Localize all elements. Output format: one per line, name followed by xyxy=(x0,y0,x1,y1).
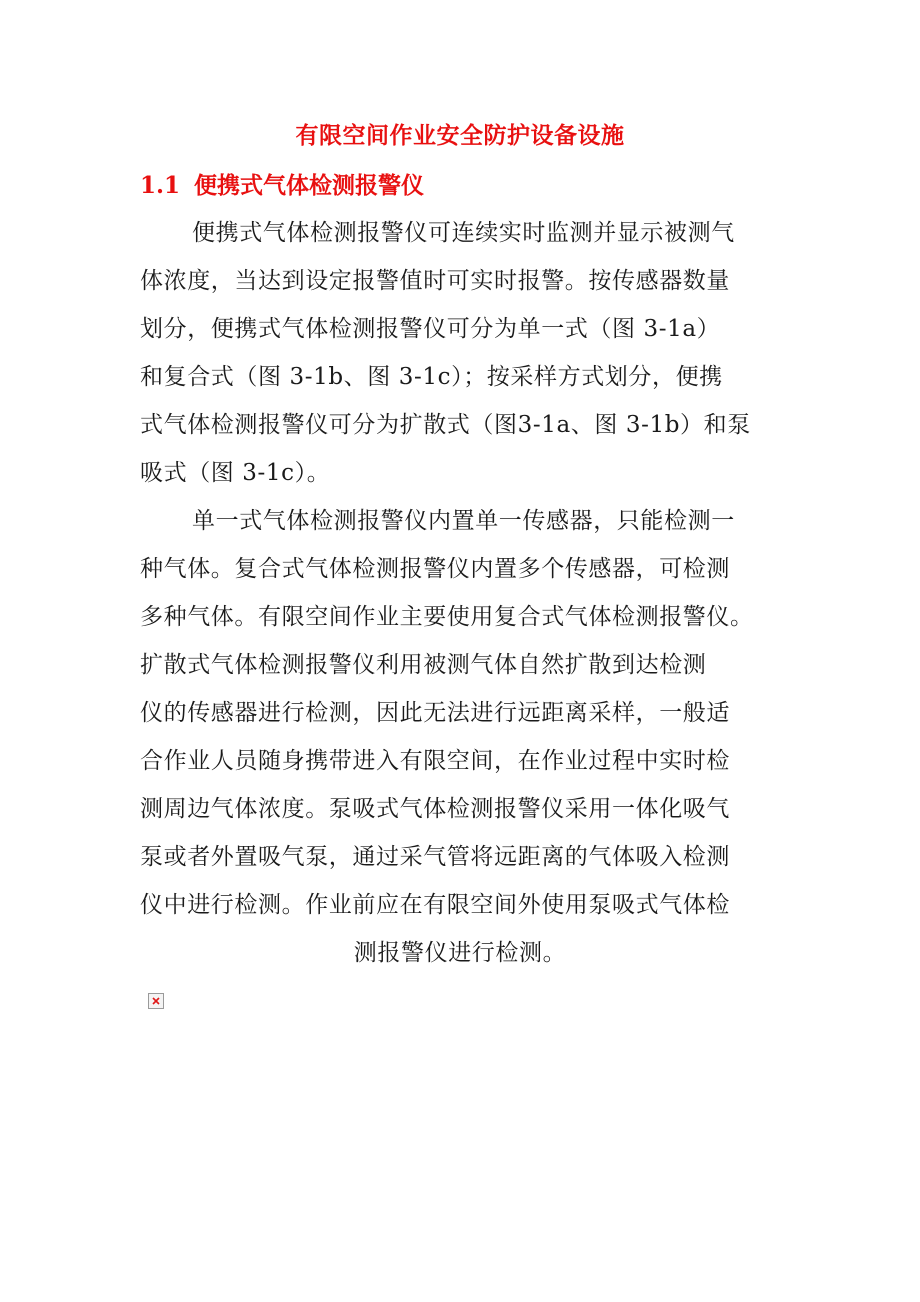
paragraph-line: 仪中进行检测。作业前应在有限空间外使用泵吸式气体检 xyxy=(140,892,730,918)
paragraph-line: 测报警仪进行检测。 xyxy=(353,940,567,966)
broken-image-icon xyxy=(148,993,164,1009)
paragraph-line: 测周边气体浓度。泵吸式气体检测报警仪采用一体化吸气 xyxy=(140,796,730,822)
paragraph-line: 便携式气体检测报警仪可连续实时监测并显示被测气 xyxy=(192,220,735,246)
paragraph-line: 体浓度，当达到设定报警值时可实时报警。按传感器数量 xyxy=(140,268,730,294)
section-heading-text: 便携式气体检测报警仪 xyxy=(194,172,425,199)
document-title: 有限空间作业安全防护设备设施 xyxy=(295,122,625,149)
paragraph-line: 种气体。复合式气体检测报警仪内置多个传感器，可检测 xyxy=(140,556,730,582)
paragraph-line: 吸式（图 3-1c）。 xyxy=(140,460,331,486)
section-heading xyxy=(140,166,424,206)
paragraph-line: 单一式气体检测报警仪内置单一传感器，只能检测一 xyxy=(192,508,735,534)
paragraph-line: 和复合式（图 3-1b、图 3-1c）；按采样方式划分，便携 xyxy=(140,364,723,390)
paragraph-line: 式气体检测报警仪可分为扩散式（图3-1a、图 3-1b）和泵 xyxy=(140,412,751,438)
section-number: 1.1 xyxy=(140,172,181,199)
paragraph-line: 仪的传感器进行检测，因此无法进行远距离采样，一般适 xyxy=(140,700,730,726)
paragraph-line: 多种气体。有限空间作业主要使用复合式气体检测报警仪。 xyxy=(140,604,754,630)
paragraph-line: 泵或者外置吸气泵，通过采气管将远距离的气体吸入检测 xyxy=(140,844,730,870)
paragraph-line: 扩散式气体检测报警仪利用被测气体自然扩散到达检测 xyxy=(140,652,707,678)
paragraph-line: 划分，便携式气体检测报警仪可分为单一式（图 3-1a） xyxy=(140,316,721,342)
paragraph-line: 合作业人员随身携带进入有限空间，在作业过程中实时检 xyxy=(140,748,730,774)
